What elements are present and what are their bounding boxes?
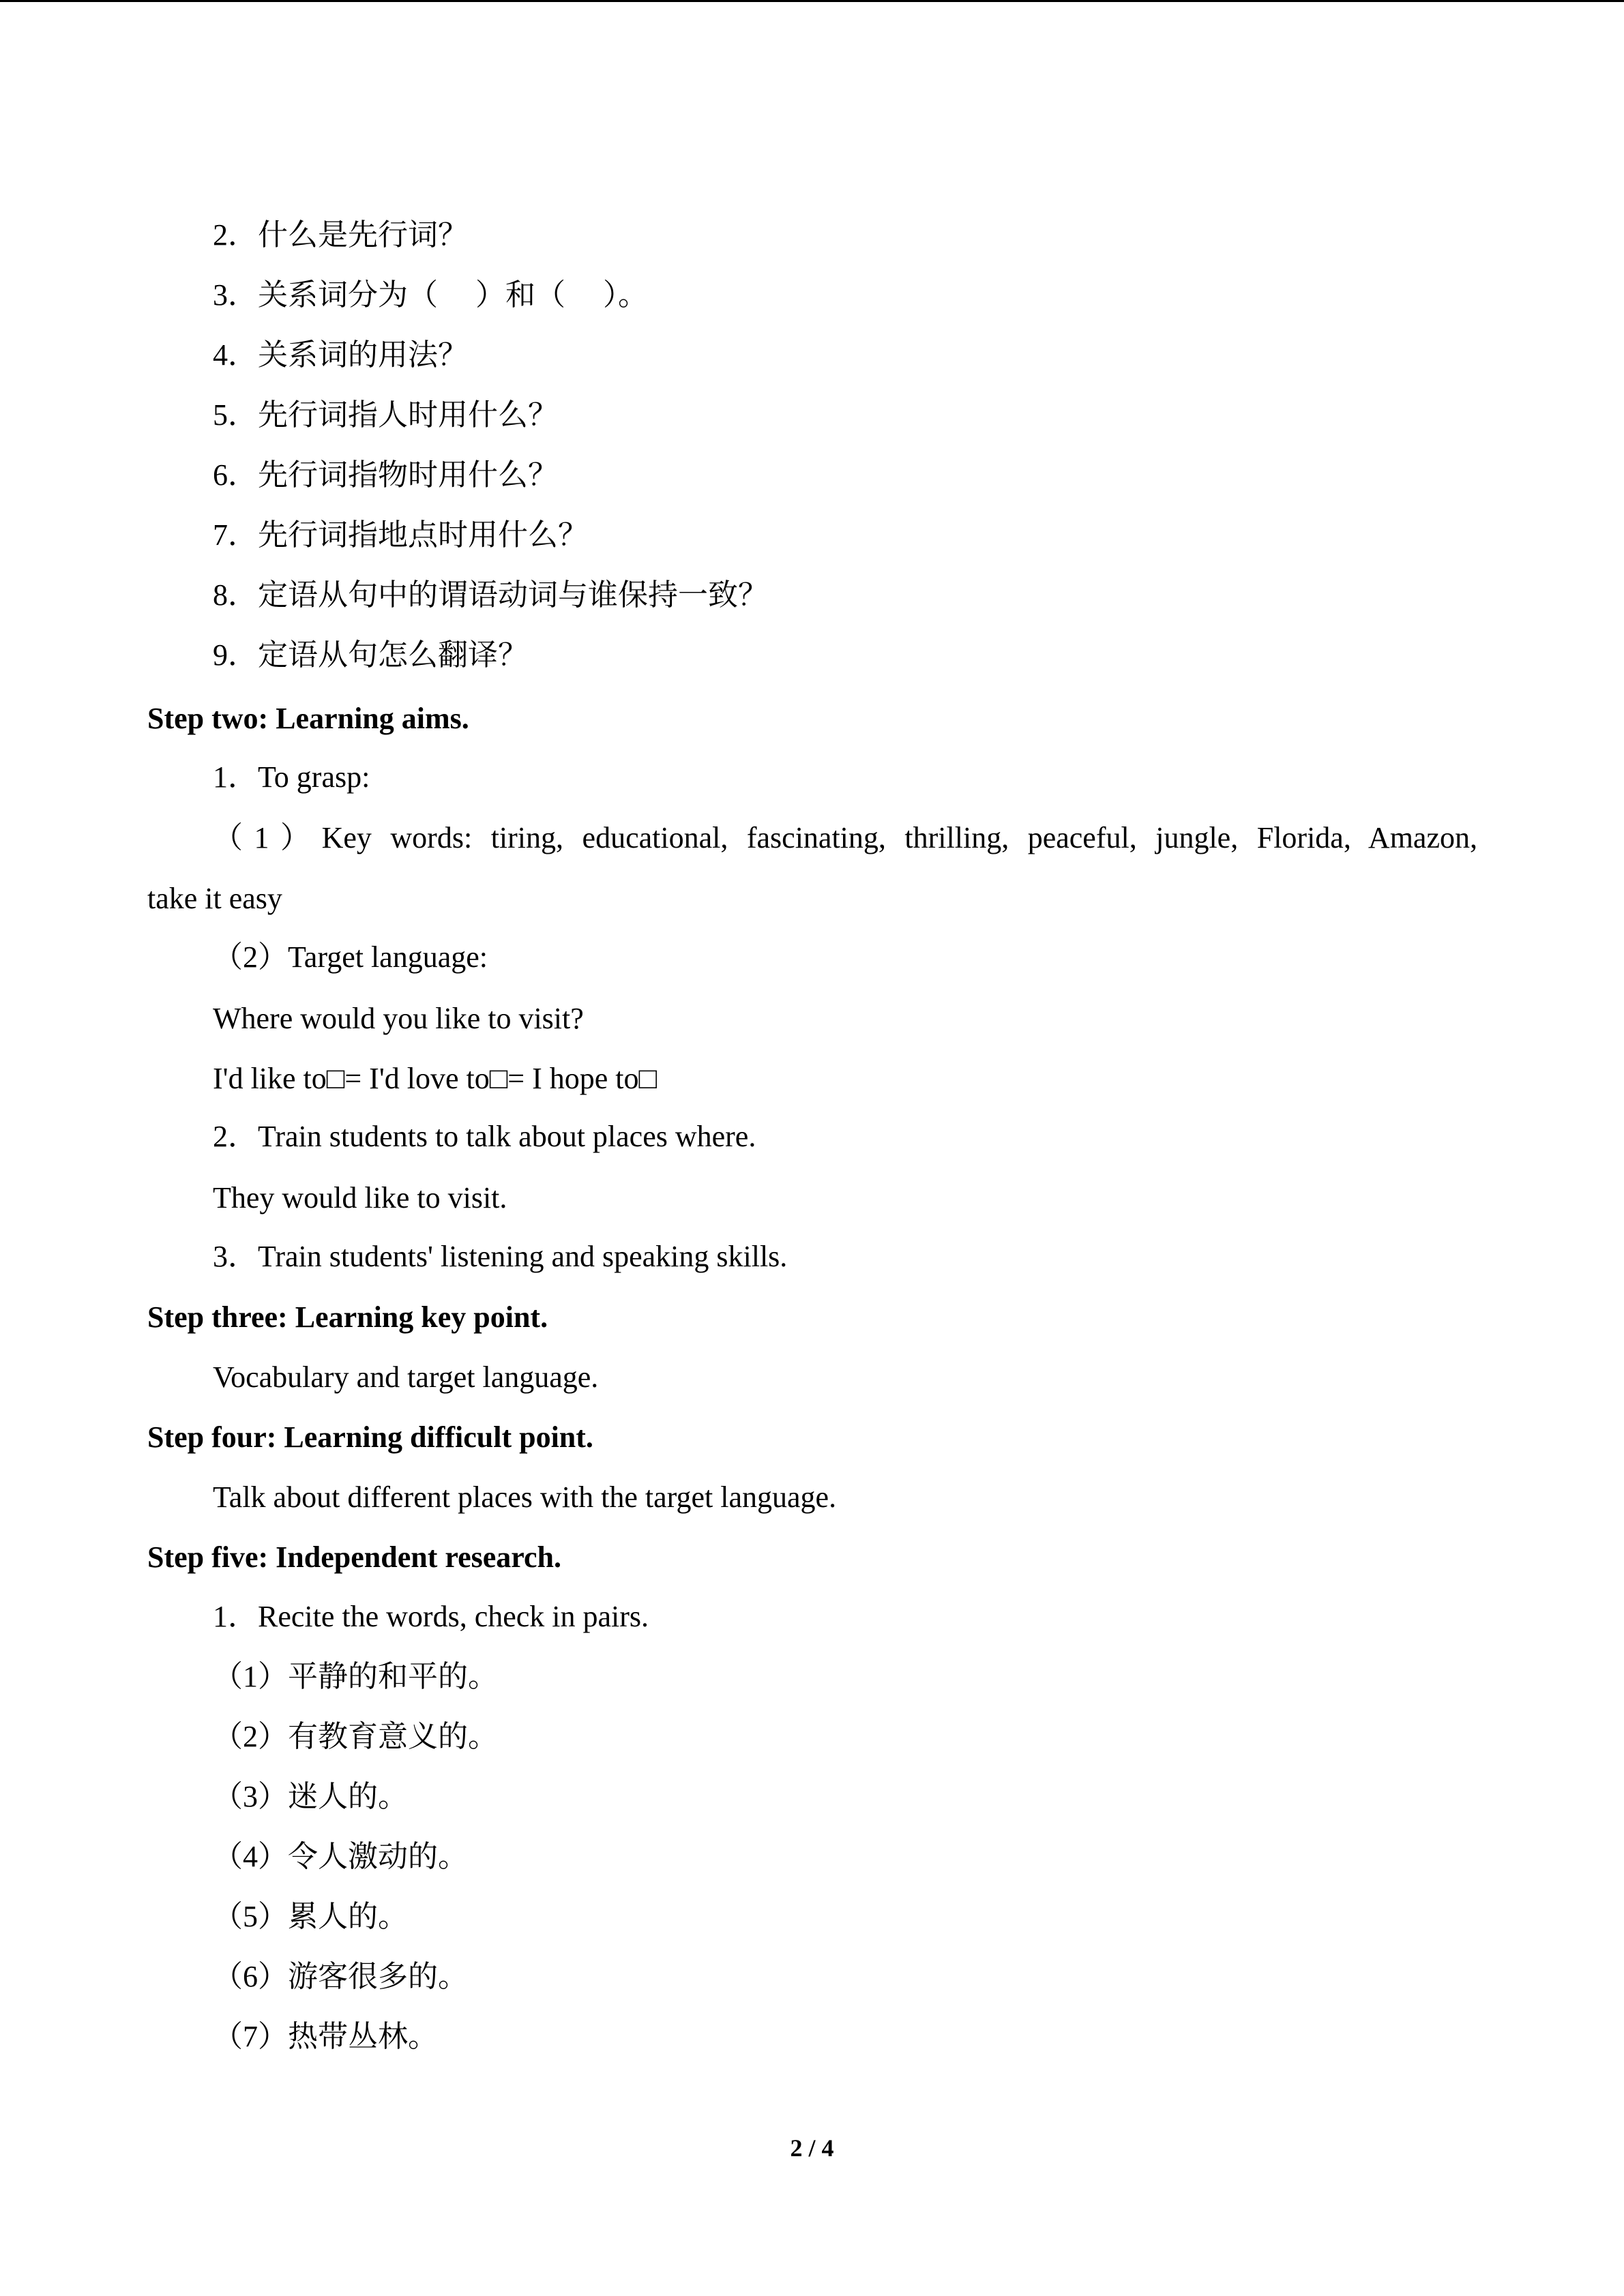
train-skills: 3．Train students' listening and speaking skills. xyxy=(213,1240,788,1273)
question-item: 4．关系词的用法？ xyxy=(213,338,468,372)
target-answer: I'd like to□= I'd love to□= I hope to□ xyxy=(213,1062,658,1095)
step-two-heading: Step two: Learning aims. xyxy=(147,702,469,735)
question-item: 7．先行词指地点时用什么？ xyxy=(213,518,588,552)
to-grasp: 1．To grasp: xyxy=(213,760,370,794)
question-item: 3．关系词分为（ ）和（ ）。 xyxy=(213,278,648,312)
page-number: 2 / 4 xyxy=(790,2134,834,2162)
question-item: 8．定语从句中的谓语动词与谁保持一致？ xyxy=(213,578,768,612)
step-three-text: Vocabulary and target language. xyxy=(213,1360,599,1394)
key-words-line-1: （1）Key words: tiring, educational, fascinating, thrilling, peaceful, jungle, Florida, Amazon, xyxy=(213,821,1477,854)
target-question: Where would you like to visit? xyxy=(213,1002,584,1035)
train-talk-continued: They would like to visit. xyxy=(213,1181,507,1214)
word-item: （3）迷人的。 xyxy=(213,1780,408,1813)
key-words-line-2: take it easy xyxy=(147,882,282,915)
question-item: 5．先行词指人时用什么？ xyxy=(213,398,558,432)
step-three-heading: Step three: Learning key point. xyxy=(147,1300,548,1334)
word-item: （5）累人的。 xyxy=(213,1900,408,1933)
step-four-heading: Step four: Learning difficult point. xyxy=(147,1420,593,1454)
word-item: （1）平静的和平的。 xyxy=(213,1660,498,1693)
question-item: 9．定语从句怎么翻译？ xyxy=(213,638,528,672)
target-language-label: （2）Target language: xyxy=(213,940,488,974)
train-talk: 2．Train students to talk about places where. xyxy=(213,1120,756,1153)
step-four-text: Talk about different places with the target language. xyxy=(213,1480,837,1514)
word-item: （7）热带丛林。 xyxy=(213,2020,438,2053)
recite-instruction: 1．Recite the words, check in pairs. xyxy=(213,1600,649,1633)
word-item: （4）令人激动的。 xyxy=(213,1840,468,1873)
question-item: 2．什么是先行词？ xyxy=(213,218,468,252)
word-item: （6）游客很多的。 xyxy=(213,1960,468,1993)
word-item: （2）有教育意义的。 xyxy=(213,1720,498,1753)
question-item: 6．先行词指物时用什么？ xyxy=(213,458,558,492)
step-five-heading: Step five: Independent research. xyxy=(147,1540,562,1574)
